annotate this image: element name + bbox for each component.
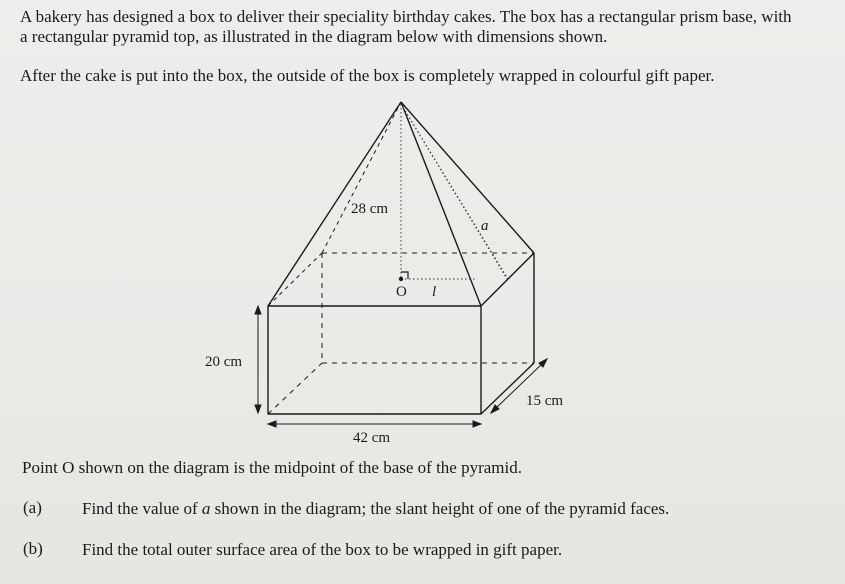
- question-b-text: Find the total outer surface area of the box to be wrapped in gift paper.: [82, 540, 563, 559]
- label-28-cm: 28 cm: [351, 201, 389, 217]
- intro-line-1: A bakery has designed a box to deliver their speciality birthday cakes. The box has a rectangular prism base, with: [20, 7, 792, 26]
- label-42-cm: 42 cm: [353, 430, 391, 446]
- wrapping-statement: After the cake is put into the box, the outside of the box is completely wrapped in colourful gift paper.: [20, 66, 715, 85]
- prism-top-left-edge: [268, 253, 322, 306]
- prism-right-top-edge: [481, 253, 534, 306]
- pyramid-edge-front: [401, 102, 481, 306]
- point-o-dot: [399, 277, 403, 281]
- question-a-text: [82, 499, 669, 518]
- pyramid-edge-back: [322, 102, 401, 253]
- point-o-statement: Point O shown on the diagram is the midpoint of the base of the pyramid.: [22, 458, 523, 477]
- label-a: a: [481, 218, 489, 234]
- dim-20-arrow-top: [255, 306, 261, 314]
- question-a-variable: a: [201, 499, 211, 518]
- label-l: l: [432, 284, 437, 300]
- question-a-text-before: Find the value of: [82, 499, 202, 518]
- hidden-bottom-left-edge: [268, 363, 322, 414]
- pyramid-edge-right: [401, 102, 534, 253]
- dim-42-arrow-left: [268, 421, 276, 427]
- dim-20-arrow-bottom: [255, 405, 261, 413]
- question-a-text-after: shown in the diagram; the slant height of one of the pyramid faces.: [210, 499, 670, 518]
- label-15-cm: 15 cm: [526, 393, 564, 409]
- dim-42-arrow-right: [473, 421, 481, 427]
- prism-front-face: [268, 306, 481, 414]
- question-b-label: (b): [23, 539, 43, 558]
- label-point-o: O: [396, 284, 407, 300]
- question-a-label: (a): [23, 498, 42, 517]
- intro-line-2: a rectangular pyramid top, as illustrated in the diagram below with dimensions shown.: [20, 27, 608, 46]
- label-20-cm: 20 cm: [205, 354, 243, 370]
